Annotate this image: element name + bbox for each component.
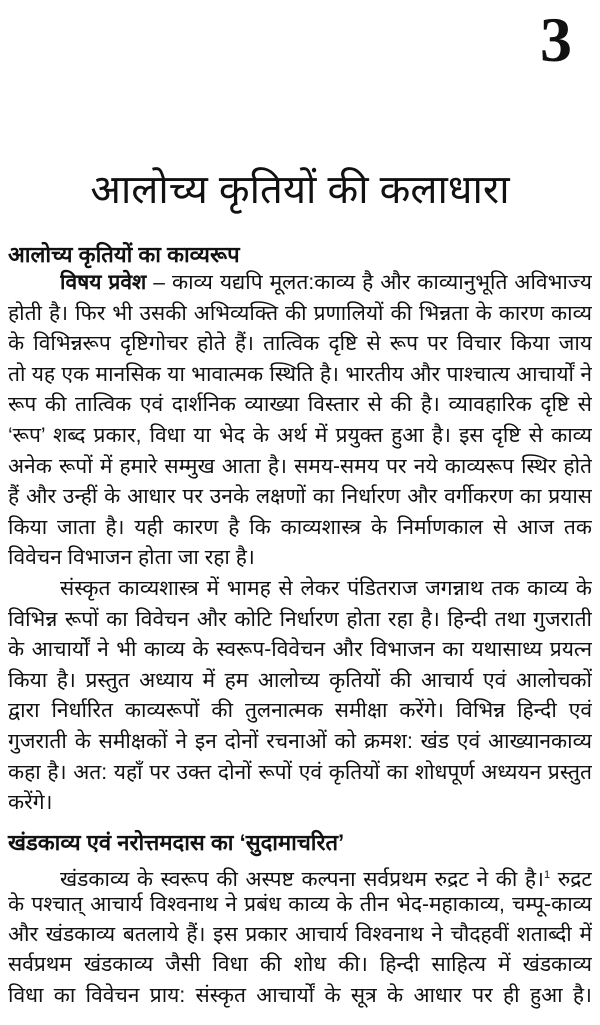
paragraph-line: [8, 605, 592, 635]
text: करेंगे।: [8, 791, 53, 815]
text: रूप की तात्विक एवं दार्शनिक व्याख्या विस्तार से की है। व्यावहारिक दृष्टि से: [8, 393, 592, 417]
text: तो यह एक मानसिक या भावात्मक स्थिति है। भारतीय और पाश्चात्य आचार्यों ने: [8, 362, 592, 386]
lead-bold: विषय प्रवेश: [60, 271, 147, 294]
paragraph-line: [8, 329, 592, 359]
paragraph-line: [8, 299, 592, 329]
paragraph-line: सर्वप्रथम खंडकाव्य जैसी विधा की शोध की। हिन्दी साहित्य में खंडकाव्य: [8, 953, 592, 977]
section-heading: खंडकाव्य एवं नरोत्तमदास का ‘सुदामाचरित’: [8, 830, 345, 855]
paragraph-line: [8, 666, 592, 696]
text: संस्कृत काव्यशास्त्र में भामह से लेकर पंडितराज जगन्नाथ तक काव्य के: [60, 577, 592, 600]
text: रुद्रट: [550, 868, 592, 890]
paragraph-line: [60, 268, 592, 298]
paragraph-line: [60, 860, 592, 890]
paragraph-line: [8, 360, 592, 390]
text: – काव्य यद्यपि मूलत:काव्य है और काव्यानुभूति अविभाज्य: [146, 271, 592, 294]
paragraph-line: [8, 390, 592, 420]
text: विभिन्न रूपों का विवेचन और कोटि निर्धारण होता रहा है। हिन्दी तथा गुजराती: [8, 607, 592, 631]
footnote-marker[interactable]: 1: [543, 869, 551, 881]
paragraph-line: [8, 513, 592, 543]
text: अनेक रूपों में हमारे सम्मुख आता है। समय-समय पर नये काव्यरूप स्थिर होते: [8, 454, 592, 478]
paragraph-line: और खंडकाव्य बतलाये हैं। इस प्रकार आचार्य विश्वनाथ ने चौदहवीं शताब्दी में: [8, 923, 592, 947]
text: किया जाता है। यही कारण है कि काव्यशास्त्र के निर्माणकाल से आज तक: [8, 515, 592, 539]
paragraph-line: [8, 758, 592, 788]
paragraph-line: [8, 635, 592, 665]
paragraph-line: विधा का विवेचन प्राय: संस्कृत आचार्यों के सूत्र के आधार पर ही हुआ है।: [8, 983, 592, 1007]
text: गुजराती के समीक्षकों ने इन दोनों रचनाओं को क्रमश: खंड एवं आख्यानकाव्य: [8, 730, 592, 753]
text: होती है। फिर भी उसकी अभिव्यक्ति की प्रणालियों की भिन्नता के कारण काव्य: [8, 301, 592, 325]
text: किया है। प्रस्तुत अध्याय में हम आलोच्य कृतियों की आचार्य एवं आलोचकों: [8, 668, 592, 692]
paragraph-line: [8, 421, 592, 451]
section-heading: आलोच्य कृतियों का काव्यरूप: [8, 242, 240, 267]
text: विवेचन विभाजन होता जा रहा है।: [8, 546, 255, 570]
text: के आचार्यों ने भी काव्य के स्वरूप-विवेचन और विभाजन का यथासाध्य प्रयत्न: [8, 638, 592, 662]
paragraph-line: [8, 452, 592, 482]
text: खंडकाव्य के स्वरूप की अस्पष्ट कल्पना सर्वप्रथम रुद्रट ने की है।: [60, 868, 544, 890]
paragraph-line: [60, 574, 592, 604]
paragraph-line: [8, 482, 592, 512]
text: ‘रूप’ शब्द प्रकार, विधा या भेद के अर्थ में प्रयुक्त हुआ है। इस दृष्टि से काव्य: [8, 424, 592, 447]
paragraph-line: के पश्चात् आचार्य विश्वनाथ ने प्रबंध काव्य के तीन भेद-महाकाव्य, चम्पू-काव्य: [8, 893, 592, 916]
text: द्वारा निर्धारित काव्यरूपों की तुलनात्मक समीक्षा करेंगे। विभिन्न हिन्दी एवं: [8, 699, 592, 723]
paragraph-line: [8, 543, 592, 573]
paragraph-line: [8, 696, 592, 726]
text: के विभिन्नरूप दृष्टिगोचर होते हैं। तात्विक दृष्टि से रूप पर विचार किया जाय: [8, 332, 592, 356]
paragraph-line: [8, 727, 592, 757]
text: कहा है। अत: यहाँ पर उक्त दोनों रूपों एवं कृतियों का शोधपूर्ण अध्ययन प्रस्तुत: [8, 760, 592, 784]
chapter-number: 3: [540, 4, 572, 75]
text: हैं और उन्हीं के आधार पर उनके लक्षणों का निर्धारण और वर्गीकरण का प्रयास: [8, 485, 592, 509]
paragraph-line: [8, 788, 592, 818]
chapter-title: आलोच्य कृतियों की कलाधारा: [90, 168, 510, 212]
